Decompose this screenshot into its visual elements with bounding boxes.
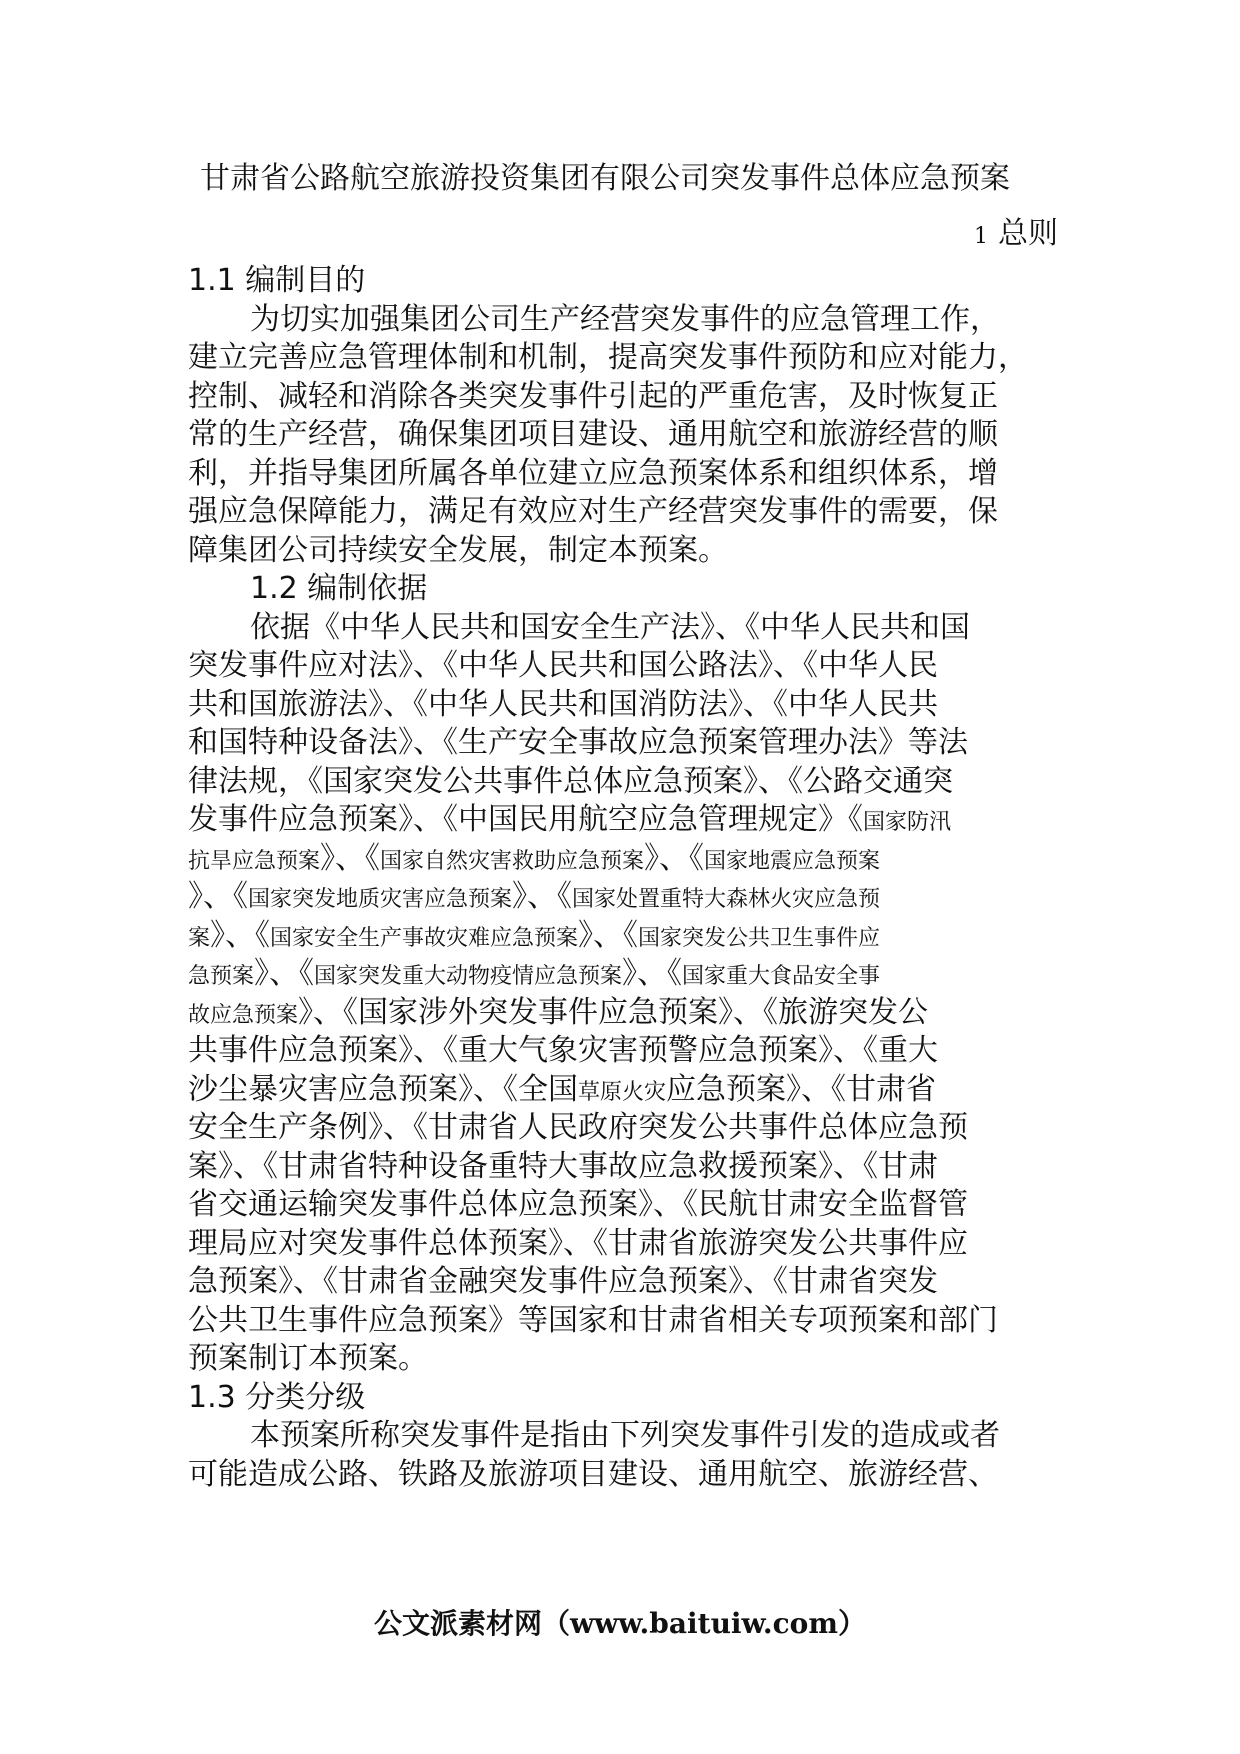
paragraph-line: 抗旱应急预案》、《国家自然灾害救助应急预案》、《国家地震应急预案 bbox=[188, 840, 881, 876]
paragraph-line: 控制、减轻和消除各类突发事件引起的严重危害，及时恢复正 bbox=[188, 378, 998, 414]
document-body bbox=[188, 262, 1048, 1494]
paragraph-line: 和国特种设备法》、《生产安全事故应急预案管理办法》等法 bbox=[188, 725, 968, 760]
paragraph-line: 》、《国家突发地质灾害应急预案》、《国家处置重特大森林火灾应急预 bbox=[188, 879, 881, 914]
paragraph-line: 常的生产经营，确保集团项目建设、通用航空和旅游经营的顺 bbox=[188, 417, 998, 452]
paragraph-line: 理局应对突发事件总体预案》、《甘肃省旅游突发公共事件应 bbox=[188, 1225, 968, 1261]
paragraph-line: 省交通运输突发事件总体应急预案》、《民航甘肃安全监督管 bbox=[188, 1187, 968, 1222]
paragraph-line: 案》、《国家安全生产事故灾难应急预案》、《国家突发公共卫生事件应 bbox=[188, 917, 881, 953]
paragraph-line: 急预案》、《国家突发重大动物疫情应急预案》、《国家重大食品安全事 bbox=[188, 956, 881, 991]
paragraph-line: 共事件应急预案》、《重大气象灾害预警应急预案》、《重大 bbox=[188, 1033, 938, 1068]
section-heading-1-3: 1.3 分类分级 bbox=[188, 1379, 366, 1415]
paragraph-line: 障集团公司持续安全发展，制定本预案。 bbox=[188, 532, 728, 568]
paragraph-line: 公共卫生事件应急预案》等国家和甘肃省相关专项预案和部门 bbox=[188, 1302, 998, 1338]
paragraph-line: 利，并指导集团所属各单位建立应急预案体系和组织体系，增 bbox=[188, 455, 998, 491]
paragraph-line: 沙尘暴灾害应急预案》、《全国草原火灾应急预案》、《甘肃省 bbox=[188, 1071, 937, 1107]
document-title: 甘肃省公路航空旅游投资集团有限公司突发事件总体应急预案 bbox=[200, 161, 1010, 196]
paragraph-line: 依据《中华人民共和国安全生产法》、《中华人民共和国 bbox=[250, 609, 970, 645]
paragraph-line: 故应急预案》、《国家涉外突发事件应急预案》、《旅游突发公 bbox=[188, 994, 929, 1030]
paragraph-line: 建立完善应急管理体制和机制，提高突发事件预防和应对能力， bbox=[188, 340, 1028, 375]
paragraph-line: 本预案所称突发事件是指由下列突发事件引发的造成或者 bbox=[250, 1418, 1000, 1453]
section-heading-1-2: 1.2 编制依据 bbox=[250, 571, 428, 606]
paragraph-line: 为切实加强集团公司生产经营突发事件的应急管理工作， bbox=[250, 301, 1000, 337]
paragraph-line: 案》、《甘肃省特种设备重特大事故应急救援预案》、《甘肃 bbox=[188, 1148, 938, 1184]
paragraph-line: 可能造成公路、铁路及旅游项目建设、通用航空、旅游经营、 bbox=[188, 1456, 998, 1492]
paragraph-line: 突发事件应对法》、《中华人民共和国公路法》、《中华人民 bbox=[188, 648, 938, 683]
paragraph-line: 强应急保障能力，满足有效应对生产经营突发事件的需要，保 bbox=[188, 494, 998, 529]
footer-watermark: 公文派素材网（www.baituiw.com） bbox=[374, 1607, 866, 1640]
paragraph-line: 预案制订本预案。 bbox=[188, 1341, 428, 1376]
chapter-heading bbox=[974, 208, 1058, 252]
section-heading-1-1: 1.1 编制目的 bbox=[188, 263, 366, 298]
paragraph-line: 急预案》、《甘肃省金融突发事件应急预案》、《甘肃省突发 bbox=[188, 1264, 938, 1299]
chapter-title: 总则 bbox=[998, 216, 1058, 251]
chapter-number: 1 bbox=[974, 224, 988, 249]
paragraph-line: 共和国旅游法》、《中华人民共和国消防法》、《中华人民共 bbox=[188, 686, 938, 722]
paragraph-line: 安全生产条例》、《甘肃省人民政府突发公共事件总体应急预 bbox=[188, 1110, 968, 1145]
paragraph-line: 律法规，《国家突发公共事件总体应急预案》、《公路交通突 bbox=[188, 763, 953, 799]
paragraph-line: 发事件应急预案》、《中国民用航空应急管理规定》《国家防汛 bbox=[188, 802, 952, 837]
